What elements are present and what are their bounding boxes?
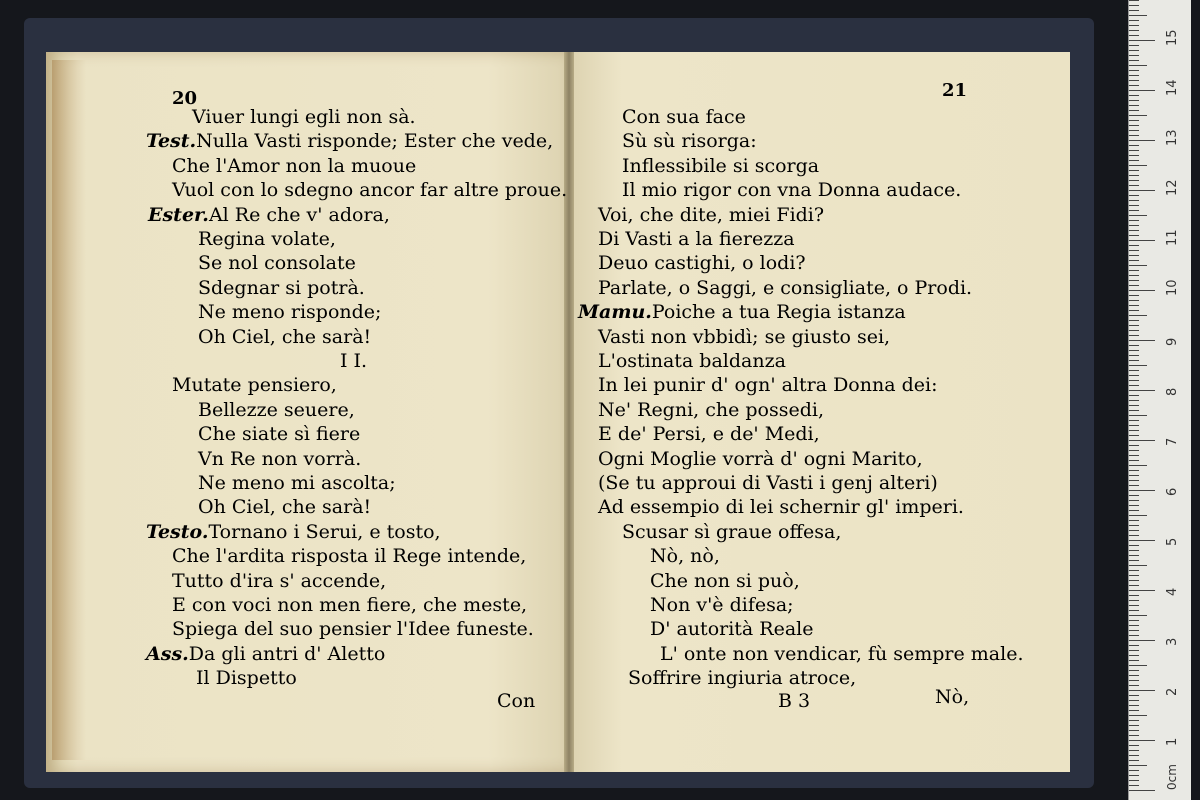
ruler-tick: [1129, 45, 1139, 46]
ruler-tick: [1129, 390, 1155, 391]
ruler-number: 5: [1165, 537, 1180, 546]
text-line: [198, 252, 356, 274]
ruler-tick: [1129, 570, 1139, 571]
ruler-tick: [1129, 15, 1147, 16]
text-line: [172, 594, 527, 616]
ruler-number: 11: [1165, 229, 1180, 246]
ruler-tick: [1129, 445, 1139, 446]
ruler-tick: [1129, 305, 1139, 306]
ruler-tick: [1129, 295, 1139, 296]
ruler-tick: [1129, 585, 1139, 586]
ruler-tick: [1129, 685, 1139, 686]
text-line: [650, 545, 720, 567]
left-page-number: 20: [172, 88, 198, 109]
ruler-tick: [1129, 485, 1139, 486]
text-line: [198, 399, 355, 421]
ruler-tick: [1129, 530, 1139, 531]
ruler-tick: [1129, 540, 1155, 541]
text-line: [196, 667, 297, 689]
verse-text: Bellezze seuere,: [198, 398, 355, 421]
ruler-tick: [1129, 40, 1155, 41]
ruler-tick: [1129, 605, 1139, 606]
ruler-tick: [1129, 580, 1139, 581]
ruler-tick: [1129, 440, 1155, 441]
ruler-tick: [1129, 665, 1147, 666]
ruler-tick: [1129, 220, 1139, 221]
ruler-tick: [1129, 60, 1139, 61]
ruler-tick: [1129, 555, 1139, 556]
text-line: [650, 594, 794, 616]
ruler-tick: [1129, 565, 1147, 566]
text-line: [598, 350, 786, 372]
verse-text: L' onte non vendicar, fù sempre male.: [660, 642, 1024, 665]
text-line: [598, 423, 820, 445]
ruler-tick: [1129, 25, 1139, 26]
ruler-tick: [1129, 65, 1147, 66]
verse-text: Tutto d'ira s' accende,: [172, 569, 387, 592]
verse-text: Voi, che dite, miei Fidi?: [598, 203, 825, 226]
ruler-tick: [1129, 645, 1139, 646]
text-line: [598, 496, 964, 518]
ruler-tick: [1129, 745, 1139, 746]
ruler-tick: [1129, 575, 1139, 576]
ruler-tick: [1129, 405, 1139, 406]
verse-text: Spiega del suo pensier l'Idee funeste.: [172, 618, 534, 641]
text-line: [172, 374, 337, 396]
verse-text: Vuol con lo sdegno ancor far altre proue.: [172, 179, 568, 202]
ruler-tick: [1129, 710, 1139, 711]
right-page-number: 21: [942, 80, 968, 101]
text-line: [192, 106, 416, 128]
ruler-tick: [1129, 385, 1139, 386]
text-line: [198, 277, 365, 299]
ruler-tick: [1129, 300, 1139, 301]
ruler-tick: [1129, 310, 1139, 311]
ruler-tick: [1129, 375, 1139, 376]
text-line: [146, 521, 441, 543]
verse-text: Viuer lungi egli non sà.: [192, 106, 416, 128]
ruler-tick: [1129, 430, 1139, 431]
ruler-tick: [1129, 105, 1139, 106]
text-line: [198, 448, 361, 470]
ruler-tick: [1129, 285, 1139, 286]
verse-text: Parlate, o Saggi, e consigliate, o Prodi.: [598, 276, 973, 299]
text-line: [598, 228, 795, 250]
ruler-tick: [1129, 635, 1139, 636]
ruler-tick: [1129, 515, 1147, 516]
ruler-number: 12: [1165, 179, 1180, 196]
ruler-tick: [1129, 170, 1139, 171]
verse-text: Tornano i Serui, e tosto,: [208, 520, 441, 543]
ruler-tick: [1129, 185, 1139, 186]
ruler-tick: [1129, 125, 1139, 126]
ruler-tick: [1129, 455, 1139, 456]
measuring-ruler: [1128, 0, 1191, 800]
ruler-tick: [1129, 610, 1139, 611]
ruler-number: 10: [1165, 279, 1180, 296]
ruler-tick: [1129, 255, 1139, 256]
ruler-tick: [1129, 725, 1139, 726]
speaker-label: Test.: [146, 130, 197, 153]
ruler-tick: [1129, 150, 1139, 151]
ruler-tick: [1129, 465, 1147, 466]
text-line: [622, 155, 819, 177]
ruler-tick: [1129, 35, 1139, 36]
ruler-tick: [1129, 70, 1139, 71]
text-line: [198, 326, 371, 348]
ruler-tick: [1129, 120, 1139, 121]
ruler-tick: [1129, 245, 1139, 246]
ruler-tick: [1129, 210, 1139, 211]
ruler-tick: [1129, 280, 1139, 281]
text-line: [172, 179, 567, 201]
ruler-tick: [1129, 775, 1139, 776]
verse-text: Oh Ciel, che sarà!: [198, 496, 372, 519]
ruler-tick: [1129, 675, 1139, 676]
text-line: [598, 374, 937, 396]
ruler-tick: [1129, 550, 1139, 551]
book-gutter: [564, 52, 574, 772]
speaker-label: Ester.: [148, 203, 209, 226]
ruler-tick: [1129, 760, 1139, 761]
ruler-tick: [1129, 370, 1139, 371]
ruler-tick: [1129, 260, 1139, 261]
verse-text: Sù sù risorga:: [622, 130, 757, 153]
ruler-tick: [1129, 340, 1155, 341]
ruler-tick: [1129, 435, 1139, 436]
verse-text: (Se tu approui di Vasti i genj alteri): [598, 472, 938, 494]
ruler-number: 14: [1165, 79, 1180, 96]
ruler-tick: [1129, 410, 1139, 411]
text-line: [172, 618, 534, 640]
verse-text: Al Re che v' adora,: [208, 203, 390, 226]
ruler-tick: [1129, 770, 1139, 771]
ruler-tick: [1129, 535, 1139, 536]
text-line: [146, 643, 385, 665]
ruler-tick: [1129, 290, 1155, 291]
ruler-tick: [1129, 85, 1139, 86]
ruler-number: 7: [1165, 437, 1180, 446]
verse-text: Vasti non vbbidì; se giusto sei,: [598, 325, 891, 348]
ruler-tick: [1129, 600, 1139, 601]
ruler-tick: [1129, 400, 1139, 401]
ruler-tick: [1129, 720, 1139, 721]
verse-text: Oh Ciel, che sarà!: [198, 325, 372, 348]
ruler-tick: [1129, 415, 1147, 416]
ruler-tick: [1129, 490, 1155, 491]
text-line: [650, 618, 814, 640]
verse-text: Regina volate,: [198, 228, 336, 250]
ruler-tick: [1129, 330, 1139, 331]
ruler-number: 3: [1165, 637, 1180, 646]
text-line: [198, 496, 371, 518]
text-line: [622, 179, 961, 201]
ruler-tick: [1129, 20, 1139, 21]
ruler-tick: [1129, 180, 1139, 181]
ruler-tick: [1129, 115, 1147, 116]
text-line: [622, 521, 841, 543]
ruler-tick: [1129, 640, 1155, 641]
ruler-number: 15: [1165, 29, 1180, 46]
ruler-tick: [1129, 155, 1139, 156]
ruler-tick: [1129, 695, 1139, 696]
verse-text: Inflessibile si scorga: [622, 154, 820, 177]
ruler-tick: [1129, 460, 1139, 461]
ruler-tick: [1129, 750, 1139, 751]
ruler-number: 13: [1165, 129, 1180, 146]
text-line: [650, 570, 800, 592]
ruler-tick: [1129, 135, 1139, 136]
ruler-tick: [1129, 205, 1139, 206]
ruler-tick: [1129, 730, 1139, 731]
ruler-tick: [1129, 500, 1139, 501]
ruler-tick: [1129, 90, 1155, 91]
ruler-tick: [1129, 650, 1139, 651]
ruler-tick: [1129, 355, 1139, 356]
ruler-unit-label: 0cm: [1165, 764, 1179, 790]
verse-text: L'ostinata baldanza: [598, 350, 786, 372]
ruler-tick: [1129, 140, 1155, 141]
text-line: [598, 326, 890, 348]
verse-text: E de' Persi, e de' Medi,: [598, 423, 820, 446]
text-line: [598, 448, 923, 470]
text-line: [198, 301, 381, 323]
text-line: [340, 350, 367, 372]
ruler-tick: [1129, 595, 1139, 596]
ruler-tick: [1129, 620, 1139, 621]
verse-text: Deuo castighi, o lodi?: [598, 252, 806, 275]
text-line: [660, 643, 1023, 665]
ruler-tick: [1129, 350, 1139, 351]
verse-text: Il Dispetto: [196, 667, 297, 690]
verse-text: Ogni Moglie vorrà d' ogni Marito,: [598, 447, 923, 470]
verse-text: Nulla Vasti risponde; Ester che vede,: [196, 130, 554, 153]
ruler-tick: [1129, 785, 1139, 786]
ruler-tick: [1129, 315, 1147, 316]
text-line: [172, 545, 526, 567]
right-catchword: Nò,: [935, 686, 970, 708]
ruler-tick: [1129, 700, 1139, 701]
ruler-number: 1: [1165, 737, 1180, 746]
verse-text: Che non si può,: [650, 569, 800, 592]
verse-text: Di Vasti a la fierezza: [598, 228, 795, 250]
ruler-tick: [1129, 705, 1139, 706]
verse-text: Da gli antri d' Aletto: [188, 642, 386, 665]
speaker-label: Ass.: [146, 642, 189, 665]
text-line: [628, 667, 856, 689]
ruler-tick: [1129, 230, 1139, 231]
signature-mark: B 3: [778, 690, 811, 712]
text-line: [148, 204, 390, 226]
ruler-tick: [1129, 560, 1139, 561]
verse-text: Poiche a tua Regia istanza: [651, 301, 906, 324]
ruler-tick: [1129, 740, 1155, 741]
ruler-tick: [1129, 480, 1139, 481]
verse-text: Mutate pensiero,: [172, 374, 337, 397]
ruler-tick: [1129, 780, 1139, 781]
ruler-number: 6: [1165, 487, 1180, 496]
ruler-tick: [1129, 200, 1139, 201]
page-stain: [52, 60, 86, 760]
ruler-tick: [1129, 160, 1139, 161]
verse-text: Soffrire ingiuria atroce,: [628, 667, 857, 690]
ruler-tick: [1129, 5, 1139, 6]
verse-text: Che l'ardita risposta il Rege intende,: [172, 545, 527, 568]
text-line: [598, 399, 824, 421]
ruler-tick: [1129, 100, 1139, 101]
left-catchword: Con: [497, 690, 536, 712]
verse-text: Non v'è difesa;: [650, 594, 794, 616]
verse-text: Se nol consolate: [198, 252, 356, 275]
ruler-tick: [1129, 525, 1139, 526]
ruler-tick: [1129, 755, 1139, 756]
ruler-tick: [1129, 10, 1139, 11]
ruler-tick: [1129, 55, 1139, 56]
ruler-tick: [1129, 80, 1139, 81]
ruler-tick: [1129, 365, 1147, 366]
ruler-tick: [1129, 590, 1155, 591]
ruler-tick: [1129, 660, 1139, 661]
ruler-tick: [1129, 335, 1139, 336]
ruler-tick: [1129, 225, 1139, 226]
verse-text: Che l'Amor non la muoue: [172, 154, 417, 177]
ruler-tick: [1129, 145, 1139, 146]
ruler-tick: [1129, 190, 1155, 191]
text-line: [598, 252, 806, 274]
ruler-tick: [1129, 690, 1155, 691]
text-line: [598, 472, 938, 494]
ruler-tick: [1129, 680, 1139, 681]
text-line: [598, 204, 824, 226]
verse-text: Ne' Regni, che possedi,: [598, 398, 825, 421]
ruler-tick: [1129, 735, 1139, 736]
ruler-tick: [1129, 380, 1139, 381]
verse-text: Vn Re non vorrà.: [198, 447, 362, 470]
ruler-number: 9: [1165, 337, 1180, 346]
ruler-tick: [1129, 520, 1139, 521]
verse-text: Il mio rigor con vna Donna audace.: [622, 179, 962, 202]
ruler-tick: [1129, 345, 1139, 346]
verse-text: Sdegnar si potrà.: [198, 276, 365, 299]
ruler-tick: [1129, 165, 1147, 166]
text-line: [622, 130, 757, 152]
text-line: [172, 570, 386, 592]
verse-text: Ad essempio di lei schernir gl' imperi.: [598, 496, 964, 519]
text-line: [172, 155, 416, 177]
verse-text: I I.: [340, 350, 368, 372]
ruler-tick: [1129, 175, 1139, 176]
text-line: [198, 472, 396, 494]
text-line: [198, 228, 336, 250]
ruler-number: 4: [1165, 587, 1180, 596]
text-line: [578, 301, 906, 323]
speaker-label: Mamu.: [578, 301, 652, 324]
text-line: [198, 423, 360, 445]
ruler-tick: [1129, 50, 1139, 51]
verse-text: Scusar sì graue offesa,: [622, 520, 842, 543]
verse-text: In lei punir d' ogn' altra Donna dei:: [598, 374, 938, 397]
ruler-tick: [1129, 715, 1147, 716]
ruler-tick: [1129, 265, 1147, 266]
ruler-tick: [1129, 545, 1139, 546]
ruler-tick: [1129, 235, 1139, 236]
ruler-tick: [1129, 395, 1139, 396]
ruler-tick: [1129, 0, 1139, 1]
verse-text: D' autorità Reale: [650, 618, 814, 641]
ruler-tick: [1129, 75, 1139, 76]
ruler-tick: [1129, 320, 1139, 321]
verse-text: Nò, nò,: [650, 545, 720, 568]
ruler-tick: [1129, 130, 1139, 131]
verse-text: Che siate sì fiere: [198, 423, 361, 446]
ruler-number: 8: [1165, 387, 1180, 396]
ruler-tick: [1129, 765, 1147, 766]
text-line: [146, 130, 553, 152]
ruler-tick: [1129, 360, 1139, 361]
verse-text: E con voci non men fiere, che meste,: [172, 594, 528, 616]
ruler-tick: [1129, 470, 1139, 471]
verse-text: Con sua face: [622, 106, 746, 128]
ruler-tick: [1129, 655, 1139, 656]
ruler-tick: [1129, 630, 1139, 631]
ruler-tick: [1129, 420, 1139, 421]
verse-text: Ne meno risponde;: [198, 301, 382, 324]
ruler-tick: [1129, 505, 1139, 506]
ruler-tick: [1129, 215, 1147, 216]
ruler-tick: [1129, 325, 1139, 326]
ruler-tick: [1129, 30, 1139, 31]
ruler-tick: [1129, 495, 1139, 496]
ruler-tick: [1129, 250, 1139, 251]
speaker-label: Testo.: [146, 520, 209, 543]
ruler-tick: [1129, 240, 1155, 241]
ruler-tick: [1129, 670, 1139, 671]
ruler-tick: [1129, 450, 1139, 451]
ruler-tick: [1129, 425, 1139, 426]
ruler-tick: [1129, 615, 1147, 616]
ruler-number: 2: [1165, 687, 1180, 696]
ruler-tick: [1129, 790, 1155, 791]
verse-text: Ne meno mi ascolta;: [198, 472, 396, 494]
ruler-tick: [1129, 475, 1139, 476]
ruler-tick: [1129, 275, 1139, 276]
ruler-tick: [1129, 95, 1139, 96]
text-line: [622, 106, 746, 128]
ruler-tick: [1129, 195, 1139, 196]
text-line: [598, 277, 972, 299]
ruler-tick: [1129, 110, 1139, 111]
ruler-tick: [1129, 270, 1139, 271]
ruler-tick: [1129, 625, 1139, 626]
ruler-tick: [1129, 510, 1139, 511]
